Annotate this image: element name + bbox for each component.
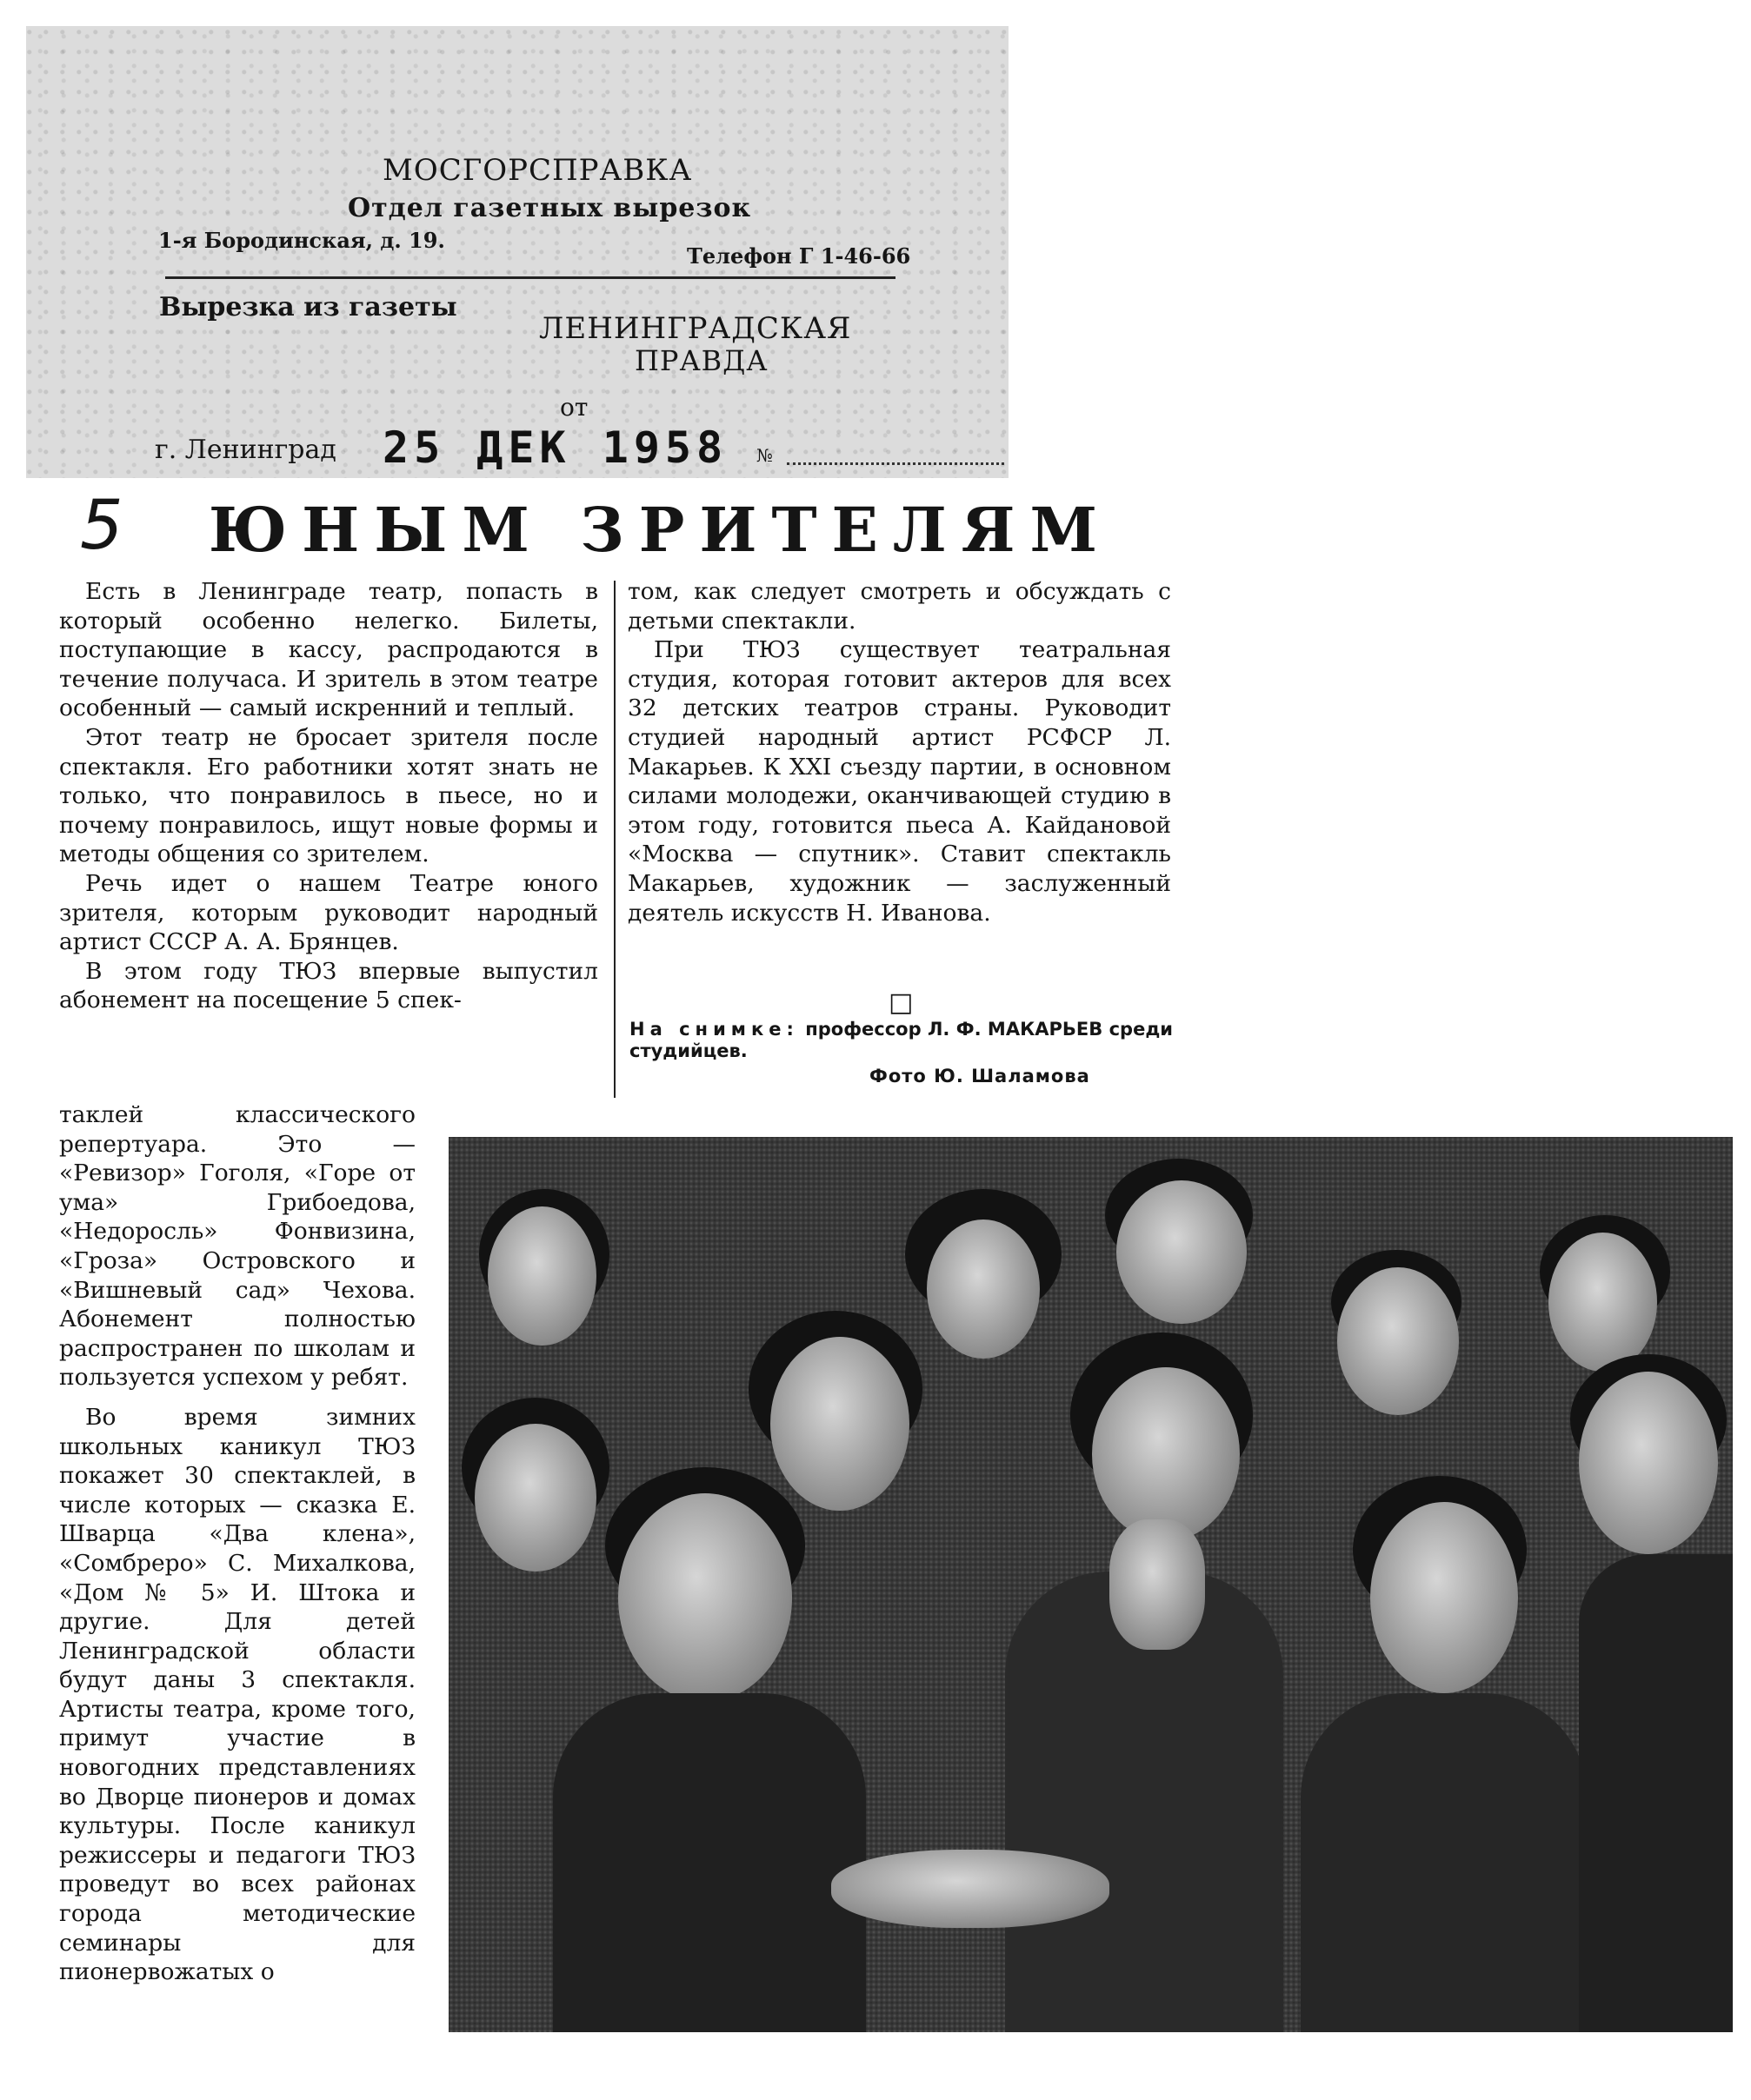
agency-address: 1-я Бородинская, д. 19. bbox=[158, 228, 445, 253]
person-face bbox=[1337, 1267, 1459, 1415]
agency-phone: Телефон Г 1-46-66 bbox=[687, 243, 911, 269]
clipping-from-label: Вырезка из газеты bbox=[159, 292, 457, 322]
person-face bbox=[927, 1219, 1040, 1359]
person-face bbox=[1548, 1233, 1657, 1372]
paragraph: Речь идет о нашем Театре юного зрителя, которым руководит народный артист СССР А. А. Брянцев. bbox=[59, 869, 598, 956]
agency-name: МОСГОРСПРАВКА bbox=[383, 153, 693, 188]
dotted-line bbox=[787, 462, 1004, 465]
person-coat bbox=[553, 1693, 866, 2032]
newspaper-name-line1: ЛЕНИНГРАДСКАЯ bbox=[539, 311, 852, 346]
person-face bbox=[488, 1206, 596, 1346]
article-title: ЮНЫМ ЗРИТЕЛЯМ bbox=[209, 494, 1113, 566]
paragraph: Этот театр не бросает зрителя после спектакля. Его работники хотят знать не только, что понравилось в пьесе, но и почему понравилось, ищут новые формы и методы общения со зрителем. bbox=[59, 723, 598, 868]
person-face bbox=[1370, 1502, 1518, 1693]
person-face bbox=[770, 1337, 909, 1511]
caption-label: На снимке: bbox=[629, 1019, 799, 1040]
person-face bbox=[1092, 1367, 1240, 1541]
person-face bbox=[1116, 1180, 1247, 1324]
agency-department: Отдел газетных вырезок bbox=[348, 193, 752, 223]
column-1 bbox=[59, 577, 598, 1015]
margin-mark: 5 bbox=[80, 487, 123, 565]
person-face bbox=[475, 1424, 596, 1572]
column-1-continued bbox=[59, 1100, 416, 1987]
table-hands bbox=[831, 1850, 1109, 1928]
caption-text: профессор Л. Ф. МАКАРЬЕВ среди студийцев. bbox=[629, 1019, 1174, 1061]
from-label: от bbox=[560, 393, 589, 422]
paragraph: таклей классического репертуара. Это — «Ревизор» Гоголя, «Горе от ума» Грибоедова, «Недоросль» Фонвизина, «Гроза» Островского и «Вишневый сад» Чехова. Абонемент полностью распространен по школам и пользуется успехом у ребят. bbox=[59, 1101, 416, 1392]
person-coat bbox=[1301, 1693, 1588, 2032]
group-photo bbox=[449, 1137, 1733, 2032]
date-stamp: 25 ДЕК 1958 bbox=[383, 422, 729, 473]
column-2 bbox=[628, 577, 1171, 927]
number-mark: № bbox=[756, 445, 773, 466]
person-face bbox=[1579, 1372, 1718, 1554]
paragraph: Во время зимних школьных каникул ТЮЗ покажет 30 спектаклей, в числе которых — сказка Е. Шварца «Два клена», «Сомбреро» С. Михалкова, «Дом № 5» И. Штока и другие. Для детей Ленинградской области будут даны 3 спектакля. Артисты театра, кроме того, примут участие в новогодних представлениях во Дворце пионеров и домах культуры. После каникул режиссеры и педагоги ТЮЗ проведут во всех районах города методические семинары для пионервожатых о bbox=[59, 1403, 416, 1986]
paragraph: При ТЮЗ существует театральная студия, которая готовит актеров для всех 32 детских театров страны. Руководит студией народный артист РСФСР Л. Макарьев. К XXI съезду партии, в основном силами молодежи, оканчивающей студию в этом году, готовится пьеса А. Кайдановой «Москва — спутник». Ставит спектакль Макарьев, художник — заслуженный деятель искусств Н. Иванова. bbox=[628, 636, 1171, 927]
stamp-rule bbox=[165, 276, 895, 279]
city-label: г. Ленинград bbox=[155, 435, 336, 465]
paragraph: В этом году ТЮЗ впервые выпустил абонемент на посещение 5 спек- bbox=[59, 957, 598, 1014]
paragraph: том, как следует смотреть и обсуждать с детьми спектакли. bbox=[628, 578, 1171, 635]
paragraph: Есть в Ленинграде театр, попасть в который особенно нелегко. Билеты, поступающие в кассу, распродаются в течение получаса. И зритель в этом театре особенный — самый искренний и теплый. bbox=[59, 578, 598, 722]
photo-caption bbox=[629, 1019, 1173, 1062]
column-divider bbox=[614, 581, 616, 1098]
newspaper-name-line2: ПРАВДА bbox=[635, 344, 769, 377]
person-coat bbox=[1579, 1554, 1733, 2032]
person-face bbox=[618, 1493, 792, 1702]
caption-separator: □ bbox=[889, 987, 914, 1018]
raised-hand bbox=[1109, 1519, 1205, 1650]
photo-credit: Фото Ю. Шаламова bbox=[869, 1066, 1090, 1087]
